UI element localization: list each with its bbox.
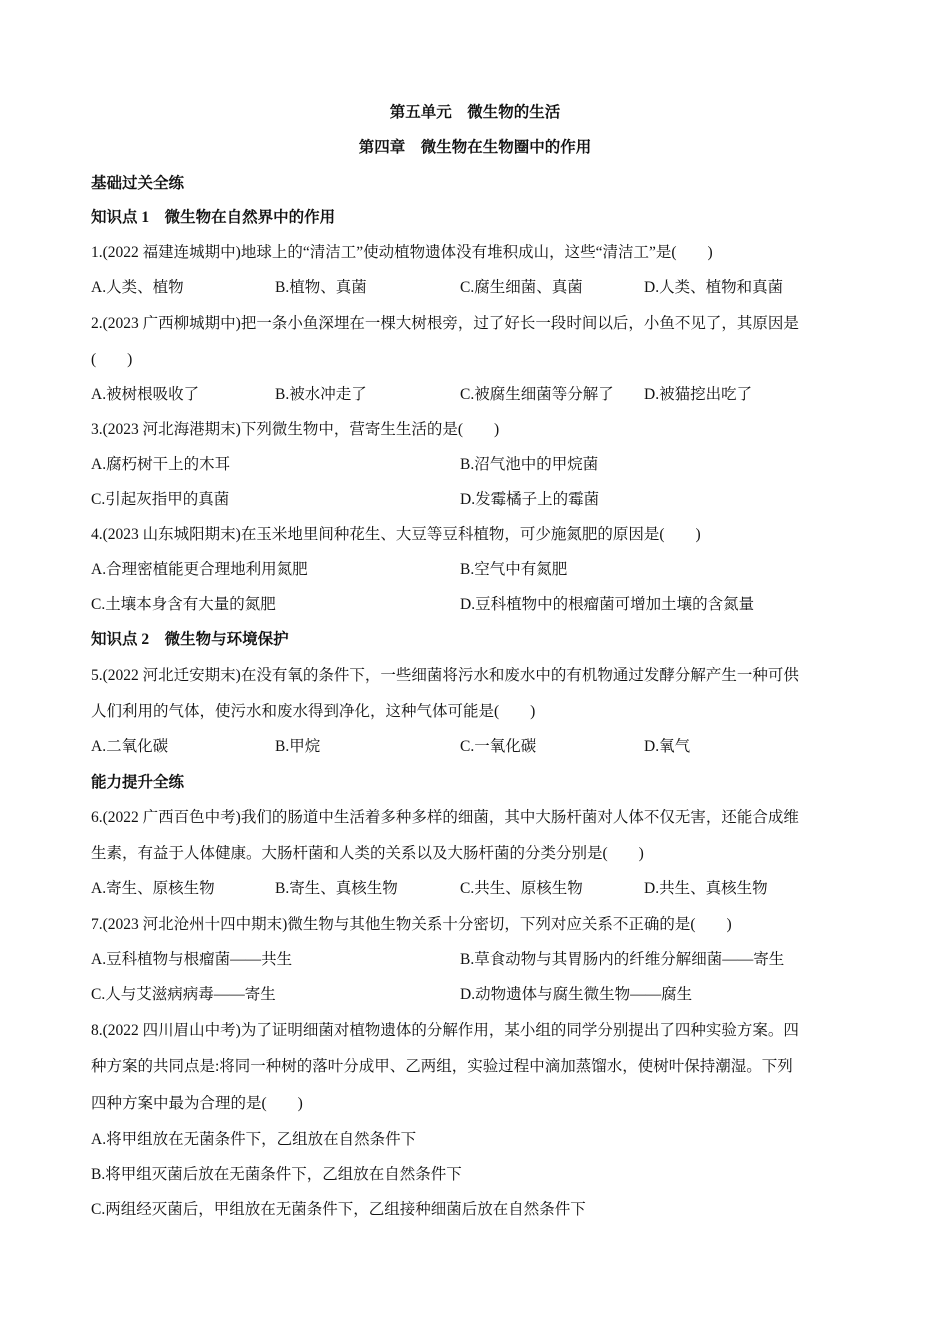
q1-option-b: B.植物、真菌 bbox=[275, 279, 367, 296]
q5-option-a: A.二氧化碳 bbox=[91, 738, 169, 755]
q3-option-b: B.沼气池中的甲烷菌 bbox=[460, 456, 599, 473]
q2-option-b: B.被水冲走了 bbox=[275, 386, 367, 403]
chapter-title: 第四章 微生物在生物圈中的作用 bbox=[358, 139, 592, 156]
q4-option-d: D.豆科植物中的根瘤菌可增加土壤的含氮量 bbox=[460, 596, 755, 613]
q3-option-a: A.腐朽树干上的木耳 bbox=[91, 456, 231, 473]
question-5-stem-line2: 人们利用的气体，使污水和废水得到净化，这种气体可能是( ) bbox=[91, 703, 536, 720]
q2-option-a: A.被树根吸收了 bbox=[91, 386, 200, 403]
question-8-stem-line3: 四种方案中最为合理的是( ) bbox=[91, 1095, 303, 1112]
q7-option-c: C.人与艾滋病病毒——寄生 bbox=[91, 986, 276, 1003]
q3-option-c: C.引起灰指甲的真菌 bbox=[91, 491, 230, 508]
q7-option-b: B.草食动物与其胃肠内的纤维分解细菌——寄生 bbox=[460, 951, 785, 968]
q6-option-c: C.共生、原核生物 bbox=[460, 880, 583, 897]
question-2-stem-line1: 2.(2023 广西柳城期中)把一条小鱼深埋在一棵大树根旁，过了好长一段时间以后，小鱼不见了，其原因是 bbox=[91, 315, 799, 332]
q1-option-d: D.人类、植物和真菌 bbox=[644, 279, 784, 296]
q6-option-d: D.共生、真核生物 bbox=[644, 880, 768, 897]
question-6-stem-line2: 生素，有益于人体健康。大肠杆菌和人类的关系以及大肠杆菌的分类分别是( ) bbox=[91, 845, 644, 862]
q8-option-c: C.两组经灭菌后，甲组放在无菌条件下，乙组接种细菌后放在自然条件下 bbox=[91, 1201, 586, 1218]
question-3-stem: 3.(2023 河北海港期末)下列微生物中，营寄生生活的是( ) bbox=[91, 421, 500, 438]
q8-option-b: B.将甲组灭菌后放在无菌条件下，乙组放在自然条件下 bbox=[91, 1166, 462, 1183]
section-basic-heading: 基础过关全练 bbox=[91, 175, 185, 192]
q5-option-c: C.一氧化碳 bbox=[460, 738, 537, 755]
q5-option-b: B.甲烷 bbox=[275, 738, 321, 755]
knowledge-point-2-heading: 知识点 2 微生物与环境保护 bbox=[91, 631, 289, 648]
question-1-stem: 1.(2022 福建连城期中)地球上的“清洁工”使动植物遗体没有堆积成山，这些“清洁工”是( ) bbox=[91, 244, 713, 261]
q7-option-a: A.豆科植物与根瘤菌——共生 bbox=[91, 951, 293, 968]
q4-option-c: C.土壤本身含有大量的氮肥 bbox=[91, 596, 276, 613]
q7-option-d: D.动物遗体与腐生微生物——腐生 bbox=[460, 986, 693, 1003]
question-8-stem-line2: 种方案的共同点是:将同一种树的落叶分成甲、乙两组，实验过程中滴加蒸馏水，使树叶保持潮湿。下列 bbox=[91, 1058, 793, 1075]
q4-option-b: B.空气中有氮肥 bbox=[460, 561, 568, 578]
q6-option-a: A.寄生、原核生物 bbox=[91, 880, 215, 897]
q2-option-d: D.被猫挖出吃了 bbox=[644, 386, 753, 403]
question-7-stem: 7.(2023 河北沧州十四中期末)微生物与其他生物关系十分密切，下列对应关系不正确的是( ) bbox=[91, 916, 732, 933]
q3-option-d: D.发霉橘子上的霉菌 bbox=[460, 491, 600, 508]
q8-option-a: A.将甲组放在无菌条件下，乙组放在自然条件下 bbox=[91, 1131, 417, 1148]
question-2-stem-line2: ( ) bbox=[91, 351, 133, 368]
q6-option-b: B.寄生、真核生物 bbox=[275, 880, 398, 897]
q4-option-a: A.合理密植能更合理地利用氮肥 bbox=[91, 561, 308, 578]
q5-option-d: D.氧气 bbox=[644, 738, 691, 755]
section-advanced-heading: 能力提升全练 bbox=[91, 774, 185, 791]
knowledge-point-1-heading: 知识点 1 微生物在自然界中的作用 bbox=[91, 209, 336, 226]
unit-title: 第五单元 微生物的生活 bbox=[389, 104, 561, 121]
q1-option-a: A.人类、植物 bbox=[91, 279, 184, 296]
q2-option-c: C.被腐生细菌等分解了 bbox=[460, 386, 614, 403]
question-8-stem-line1: 8.(2022 四川眉山中考)为了证明细菌对植物遗体的分解作用，某小组的同学分别提出了四种实验方案。四 bbox=[91, 1022, 799, 1039]
question-4-stem: 4.(2023 山东城阳期末)在玉米地里间种花生、大豆等豆科植物，可少施氮肥的原因是( ) bbox=[91, 526, 701, 543]
question-5-stem-line1: 5.(2022 河北迁安期末)在没有氧的条件下，一些细菌将污水和废水中的有机物通过发酵分解产生一种可供 bbox=[91, 667, 799, 684]
question-6-stem-line1: 6.(2022 广西百色中考)我们的肠道中生活着多种多样的细菌，其中大肠杆菌对人体不仅无害，还能合成维 bbox=[91, 809, 799, 826]
q1-option-c: C.腐生细菌、真菌 bbox=[460, 279, 583, 296]
